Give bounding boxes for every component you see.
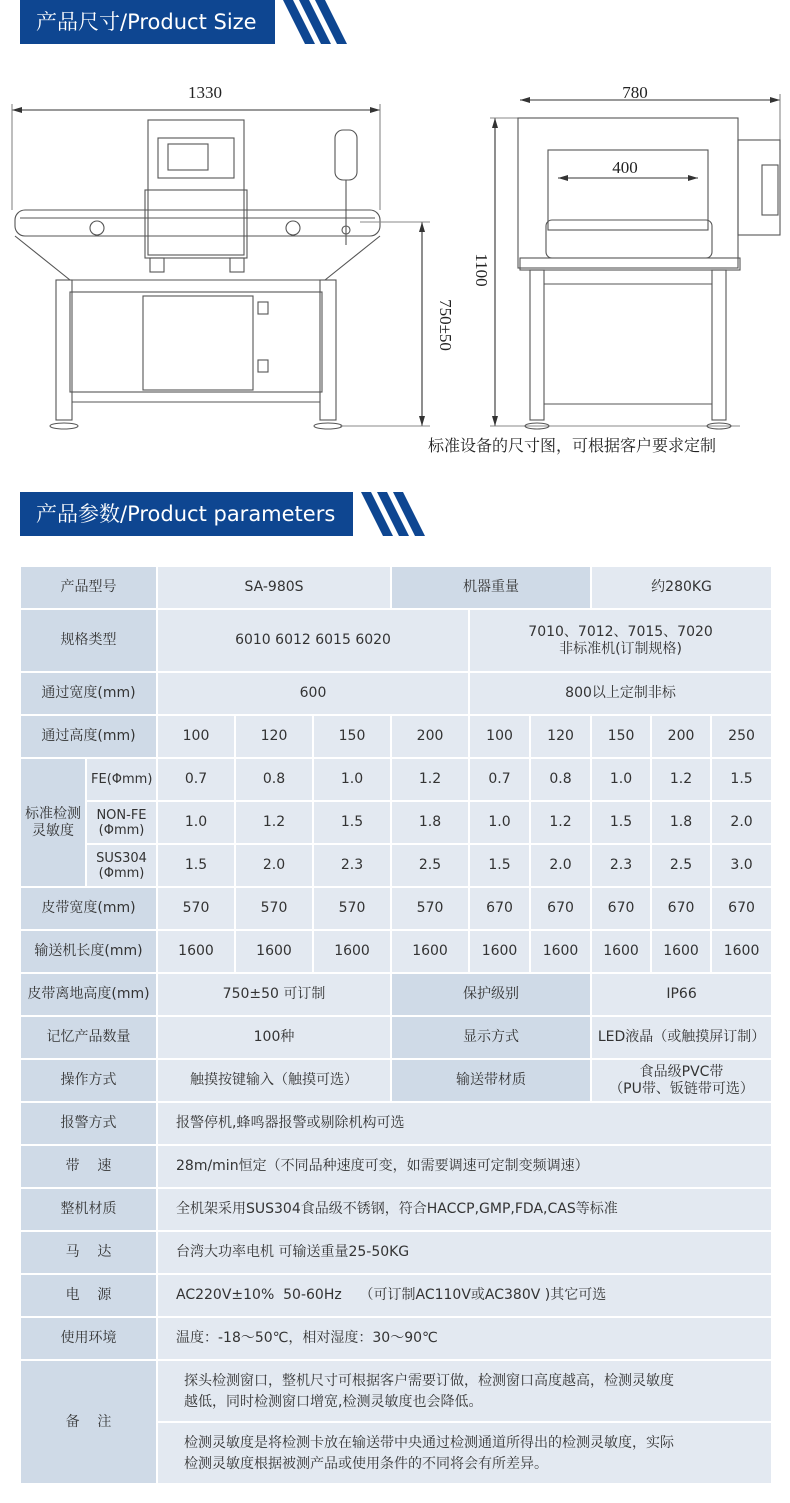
table-row	[20, 1360, 772, 1484]
dim-side-width: 780	[622, 83, 648, 102]
cell-label: 马 达	[20, 1231, 157, 1274]
cell-value: 150	[313, 715, 391, 758]
section-header-params	[20, 492, 429, 536]
cell-value: SA-980S	[157, 566, 391, 609]
cell-value: 1.8	[391, 801, 469, 844]
cell-value: 570	[235, 887, 313, 930]
cell-label: 通过宽度(mm)	[20, 672, 157, 715]
cell-value: 2.3	[313, 844, 391, 887]
cell-label: 输送带材质	[391, 1059, 591, 1102]
cell-value: 1.2	[235, 801, 313, 844]
text-line: 食品级PVC带	[639, 1063, 724, 1080]
cell-value: 2.5	[651, 844, 711, 887]
cell-value: 570	[157, 887, 235, 930]
cell-value: 670	[530, 887, 591, 930]
cell-value: 1.5	[313, 801, 391, 844]
cell-label: 通过高度(mm)	[20, 715, 157, 758]
table-row	[20, 715, 772, 758]
cell-value: 1600	[711, 930, 772, 973]
table-row	[20, 1059, 772, 1102]
cell-value	[469, 609, 772, 672]
cell-label: 机器重量	[391, 566, 591, 609]
cell-sublabel	[86, 801, 157, 844]
side-view	[472, 83, 780, 429]
text-line: 7010、7012、7015、7020	[528, 623, 713, 640]
cell-value: 1.0	[313, 758, 391, 801]
cell-label: 记忆产品数量	[20, 1016, 157, 1059]
cell-value: 200	[651, 715, 711, 758]
cell-value: 800以上定制非标	[469, 672, 772, 715]
table-row	[20, 1317, 772, 1360]
text-line: 非标准机(订制规格)	[559, 640, 683, 657]
table-row	[20, 758, 772, 801]
cell-sublabel	[86, 844, 157, 887]
cell-value: 2.5	[391, 844, 469, 887]
cell-value: 1600	[651, 930, 711, 973]
cell-label: 皮带宽度(mm)	[20, 887, 157, 930]
cell-value: 0.7	[469, 758, 530, 801]
cell-label: 报警方式	[20, 1102, 157, 1145]
section-title-size: 产品尺寸/Product Size	[20, 0, 275, 44]
cell-value: 1600	[391, 930, 469, 973]
table-row	[20, 1145, 772, 1188]
text-line: 越低，同时检测窗口增宽,检测灵敏度也会降低。	[184, 1394, 483, 1410]
cell-value: 0.8	[235, 758, 313, 801]
dim-front-width: 1330	[188, 83, 222, 102]
section-header-size	[20, 0, 351, 44]
cell-notes	[157, 1360, 772, 1484]
cell-label: 皮带离地高度(mm)	[20, 973, 157, 1016]
text-line: NON-FE	[96, 807, 147, 823]
cell-value: 全机架采用SUS304食品级不锈钢，符合HACCP,GMP,FDA,CAS等标准	[157, 1188, 772, 1231]
text-line: 检测灵敏度根据被测产品或使用条件的不同将会有所差异。	[184, 1456, 548, 1472]
cell-value: 100	[469, 715, 530, 758]
cell-value: 1.5	[591, 801, 651, 844]
cell-value: AC220V±10% 50-60Hz （可订制AC110V或AC380V )其它可选	[157, 1274, 772, 1317]
cell-value: 1600	[235, 930, 313, 973]
cell-label: 操作方式	[20, 1059, 157, 1102]
cell-value: 600	[157, 672, 469, 715]
cell-value: 250	[711, 715, 772, 758]
cell-value: 1.0	[591, 758, 651, 801]
cell-value: 1.5	[157, 844, 235, 887]
cell-label-sensitivity	[20, 758, 86, 887]
dim-belt-height: 750±50	[436, 299, 455, 351]
cell-value: 2.0	[530, 844, 591, 887]
cell-label: 整机材质	[20, 1188, 157, 1231]
cell-value	[591, 1059, 772, 1102]
note-paragraph	[158, 1423, 771, 1483]
cell-value: 28m/min恒定（不同品种速度可变，如需要调速可定制变频调速）	[157, 1145, 772, 1188]
cell-label: 使用环境	[20, 1317, 157, 1360]
table-row	[20, 609, 772, 672]
cell-value: 150	[591, 715, 651, 758]
cell-value: IP66	[591, 973, 772, 1016]
table-row	[20, 566, 772, 609]
cell-value: 2.0	[235, 844, 313, 887]
cell-value: 570	[313, 887, 391, 930]
stripes-decoration	[281, 0, 351, 44]
cell-value: 1.2	[530, 801, 591, 844]
cell-value: 670	[711, 887, 772, 930]
table-row	[20, 930, 772, 973]
text-line: (Φmm)	[98, 822, 145, 838]
dim-side-inner: 400	[612, 158, 638, 177]
cell-value: 1.8	[651, 801, 711, 844]
cell-value: 100种	[157, 1016, 391, 1059]
section-title-params: 产品参数/Product parameters	[20, 492, 353, 536]
note-paragraph	[158, 1361, 771, 1421]
cell-value: 570	[391, 887, 469, 930]
front-view	[12, 83, 455, 429]
cell-value: 100	[157, 715, 235, 758]
cell-value: 0.8	[530, 758, 591, 801]
cell-value: 台湾大功率电机 可输送重量25-50KG	[157, 1231, 772, 1274]
cell-value: 1600	[157, 930, 235, 973]
cell-value: 1.2	[651, 758, 711, 801]
cell-value: 报警停机,蜂鸣器报警或剔除机构可选	[157, 1102, 772, 1145]
cell-value: 2.0	[711, 801, 772, 844]
cell-label: 输送机长度(mm)	[20, 930, 157, 973]
table-row	[20, 1188, 772, 1231]
cell-value: 670	[591, 887, 651, 930]
table-row	[20, 801, 772, 844]
drawing-caption: 标准设备的尺寸图，可根据客户要求定制	[428, 436, 717, 455]
cell-value: 1.0	[469, 801, 530, 844]
cell-value: 670	[469, 887, 530, 930]
cell-value: 温度：-18～50℃，相对湿度：30～90℃	[157, 1317, 772, 1360]
stripes-decoration	[359, 492, 429, 536]
cell-value: 120	[235, 715, 313, 758]
cell-value: 1.5	[711, 758, 772, 801]
cell-value: 3.0	[711, 844, 772, 887]
table-row	[20, 887, 772, 930]
cell-value: 120	[530, 715, 591, 758]
spec-table	[19, 565, 773, 1485]
table-row	[20, 1102, 772, 1145]
cell-value: 1.2	[391, 758, 469, 801]
cell-value: 2.3	[591, 844, 651, 887]
cell-value: 670	[651, 887, 711, 930]
dimension-drawing	[0, 70, 790, 470]
cell-value: 1600	[591, 930, 651, 973]
dim-side-height: 1100	[472, 253, 491, 287]
cell-label: 带 速	[20, 1145, 157, 1188]
cell-value: 1.0	[157, 801, 235, 844]
table-row	[20, 1231, 772, 1274]
table-row	[20, 973, 772, 1016]
cell-value: 1600	[313, 930, 391, 973]
cell-value: 1600	[530, 930, 591, 973]
cell-sublabel: FE(Φmm)	[86, 758, 157, 801]
cell-value: 1.5	[469, 844, 530, 887]
text-line: （PU带、钣链带可选）	[609, 1080, 754, 1097]
text-line: (Φmm)	[98, 865, 145, 881]
cell-label: 规格类型	[20, 609, 157, 672]
text-line: 标准检测	[25, 805, 81, 822]
table-row	[20, 844, 772, 887]
text-line: 探头检测窗口，整机尺寸可根据客户需要订做，检测窗口高度越高，检测灵敏度	[184, 1373, 674, 1389]
text-line: SUS304	[96, 850, 147, 866]
cell-value: 6010 6012 6015 6020	[157, 609, 469, 672]
table-row	[20, 1016, 772, 1059]
cell-label: 显示方式	[391, 1016, 591, 1059]
cell-label: 电 源	[20, 1274, 157, 1317]
table-row	[20, 672, 772, 715]
cell-label: 备 注	[20, 1360, 157, 1484]
cell-value: 0.7	[157, 758, 235, 801]
cell-value: 750±50 可订制	[157, 973, 391, 1016]
text-line: 检测灵敏度是将检测卡放在输送带中央通过检测通道所得出的检测灵敏度，实际	[184, 1435, 674, 1451]
cell-label: 产品型号	[20, 566, 157, 609]
cell-value: 触摸按键输入（触摸可选）	[157, 1059, 391, 1102]
cell-value: 200	[391, 715, 469, 758]
cell-value: 约280KG	[591, 566, 772, 609]
cell-value: LED液晶（或触摸屏订制）	[591, 1016, 772, 1059]
cell-label: 保护级别	[391, 973, 591, 1016]
table-row	[20, 1274, 772, 1317]
cell-value: 1600	[469, 930, 530, 973]
text-line: 灵敏度	[32, 822, 74, 839]
